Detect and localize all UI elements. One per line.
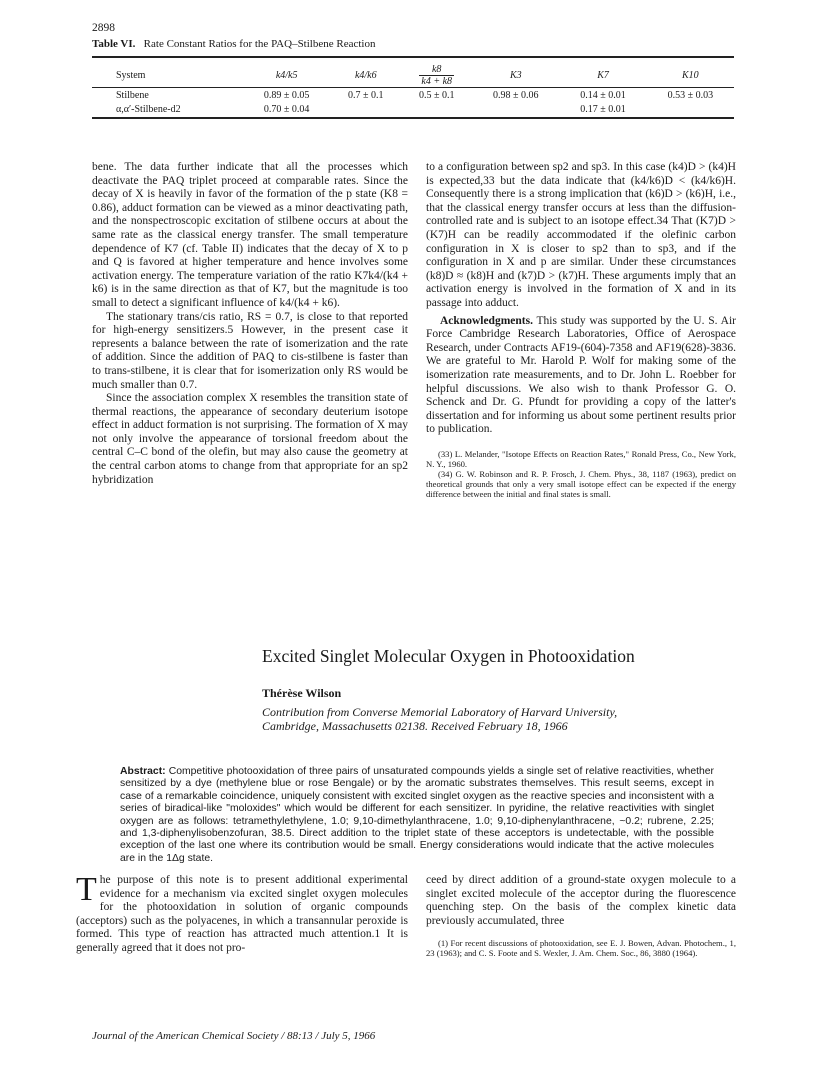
rate-constant-table: [92, 62, 734, 116]
table-caption: [92, 38, 375, 50]
page-number: 2898: [92, 22, 115, 34]
col-header-K10: K10: [682, 69, 699, 81]
footnotes-top: [426, 449, 736, 499]
article-author: Thérèse Wilson: [262, 686, 342, 700]
table-caption-label: Table VI.: [92, 38, 136, 50]
footnotes-bottom: [426, 938, 736, 958]
body-right-paragraph: ceed by direct addition of a ground-state oxygen molecule to a singlet excited molecule of the acceptor during the fluorescence quenching step. On the basis of the complex kinetic data previously accumulated, three: [426, 874, 736, 927]
body-right-column: [426, 874, 736, 958]
drop-cap: T: [76, 871, 97, 908]
col-header-K3: K3: [509, 69, 522, 81]
article-title: Excited Singlet Molecular Oxygen in Photooxidation: [262, 646, 635, 666]
footnote-34: (34) G. W. Robinson and R. P. Frosch, J. Chem. Phys., 38, 1187 (1963), predict on theoretical grounds that only a very small isotope effect can be expected if the energy difference between the initial and final states is small.: [426, 468, 736, 499]
body-left-column: [76, 871, 408, 956]
col-header-k8-ratio: $\frac{k8}{k4 + k8}$: [421, 63, 453, 87]
table-bottom-rule: [92, 117, 734, 119]
abstract-label: Abstract:: [120, 766, 166, 777]
table-row: α,α′-Stilbene-d2 0.70 ± 0.04 0.17 ± 0.01: [116, 103, 626, 115]
table-header-row: [92, 62, 734, 88]
table-caption-text: Rate Constant Ratios for the PAQ–Stilbene Reaction: [143, 38, 376, 50]
abstract-text: Competitive photooxidation of three pairs of unsaturated compounds yields a single set of relative reactivities, whether sensitized by a dye (methylene blue or rose Bengale) or by the aromatic substrates themselves. This result seems, except in case of a remarkable coincidence, uniquely consistent with excited singlet oxygen as the reactive species and inconsistent with a series of biradical-like "moloxides" which would be different for each sensitizer. In pyridine, the relative reactivities with singlet oxygen are as follows: tetramethylethylene, 1.0; 9,10-dimethylanthracene, 1.0; 9,10-diphenylanthracene, ~0.2; rubrene, 2.25; and 1,3-diphenylisobenzofuran, 38.5. Direct addition to the triplet state of these acceptors is undetectable, with the possible exception of the last one where its contribution would be small. Energy considerations would indicate that the active molecules are in the 1Δg state.: [120, 766, 715, 864]
left-paragraph-3: Since the association complex X resembles the transition state of thermal reactions, the appearance of secondary deuterium isotope effect in adduct formation is not surprising. The formation of X may not only involve the appearance of torsional freedom about the central C–C bond of the olefin, but may also cause the geometry at the central carbon atoms to change from that appropriate for an sp2 hybridization: [92, 392, 408, 486]
body-left-paragraph: The purpose of this note is to present additional experimental evidence for a mechanism via excited singlet oxygen molecules for the photooxidation in solution of organic compounds (acceptors) such as the polyacenes, in which a transannular peroxide is formed. This type of reaction has attracted much attention.1 It is generally agreed that it does not pro-: [76, 871, 408, 954]
table-top-rule: [92, 56, 734, 58]
acknowledgments-text: This study was supported by the U. S. Air Force Cambridge Research Laboratories, Office of Aerospace Research, under Contracts AF19-(604)-7358 and AF19(628)-3836. We are grateful to Mr. Harold P. Wolf for making some of the isomerization rate measurements, and to Dr. John L. Roebber for helpful discussions. We also wish to thank Professor G. O. Schenck and Dr. G. Pfundt for providing a copy of the latter's dissertation and for informing us about some pertinent results prior to publication.: [426, 314, 736, 436]
col-header-system: System: [116, 69, 146, 81]
table-row: Stilbene 0.89 ± 0.05 0.7 ± 0.1 0.5 ± 0.1 0.98 ± 0.06 0.14 ± 0.01 0.53 ± 0.03: [116, 89, 714, 101]
left-paragraph-2: The stationary trans/cis ratio, RS = 0.7, is close to that reported for high-energy sensitizers.5 However, in the present case it represents a balance between the rate of isomerization and the rate of addition. Since the addition of PAQ to cis-stilbene is faster than to trans-stilbene, it is clear that for isomerization only RS would be much smaller than 0.7.: [92, 310, 408, 391]
col-header-k4-k5: k4/k5: [275, 69, 298, 81]
footnote-1: (1) For recent discussions of photooxidation, see E. J. Bowen, Advan. Photochem., 1, 23 (1963); and C. S. Foote and S. Wexler, J. Am. Chem. Soc., 86, 3880 (1964).: [426, 938, 736, 959]
acknowledgments: [426, 315, 736, 437]
col-header-k4-k6: k4/k6: [354, 69, 377, 81]
right-column: [426, 161, 736, 499]
acknowledgments-label: Acknowledgments.: [440, 314, 533, 327]
right-paragraph-1: to a configuration between sp2 and sp3. In this case (k4)D > (k4)H is expected,33 but the data indicate that (k4/k6)D < (k4/k6)H. Consequently there is a strong implication that (k6)D > (k6)H, i.e., that the classical energy transfer occurs at less than the diffusion-controlled rate and is subject to an isotope effect.34 That (K7)D > (K7)H can be readily accommodated if the olefinic carbon configuration in X is closer to sp2 than to sp3, and if the configuration in X and p are similar. Under these circumstances (k8)D ≈ (k8)H and (k7)D > (k7)H. These arguments imply that an activation energy is involved in the formation of X and in its passage into adduct.: [426, 161, 736, 309]
footnote-33: (33) L. Melander, "Isotope Effects on Reaction Rates," Ronald Press, Co., New York, N. Y., 1960.: [426, 448, 736, 469]
left-column: [92, 161, 408, 487]
abstract: [120, 766, 714, 865]
col-header-K7: K7: [597, 69, 609, 81]
journal-footer: Journal of the American Chemical Society / 88:13 / July 5, 1966: [92, 1030, 376, 1042]
left-paragraph-1: bene. The data further indicate that all the processes which deactivate the PAQ triplet proceed at comparable rates. Since the decay of X is heavily in favor of the formation of the p state (K8 = 0.86), adduct formation can be viewed as a minor deactivating path, and the nonspectroscopic excitation of stilbene occurs at about the same rate as the classical energy transfer. The small temperature dependence of K7 (cf. Table II) indicates that the decay of X to p and Q is favored at higher temperature and hence involves some activation energy. The temperature variation of the ratio K7k4/(k4 + k6) is in the same direction as that of K7, but the magnitude is too small to detect a significant influence of k4/(k4 + k6).: [92, 161, 408, 309]
article-affiliation: Contribution from Converse Memorial Laboratory of Harvard University, Cambridge, Massachusetts 02138. Received February 18, 1966: [262, 705, 618, 733]
